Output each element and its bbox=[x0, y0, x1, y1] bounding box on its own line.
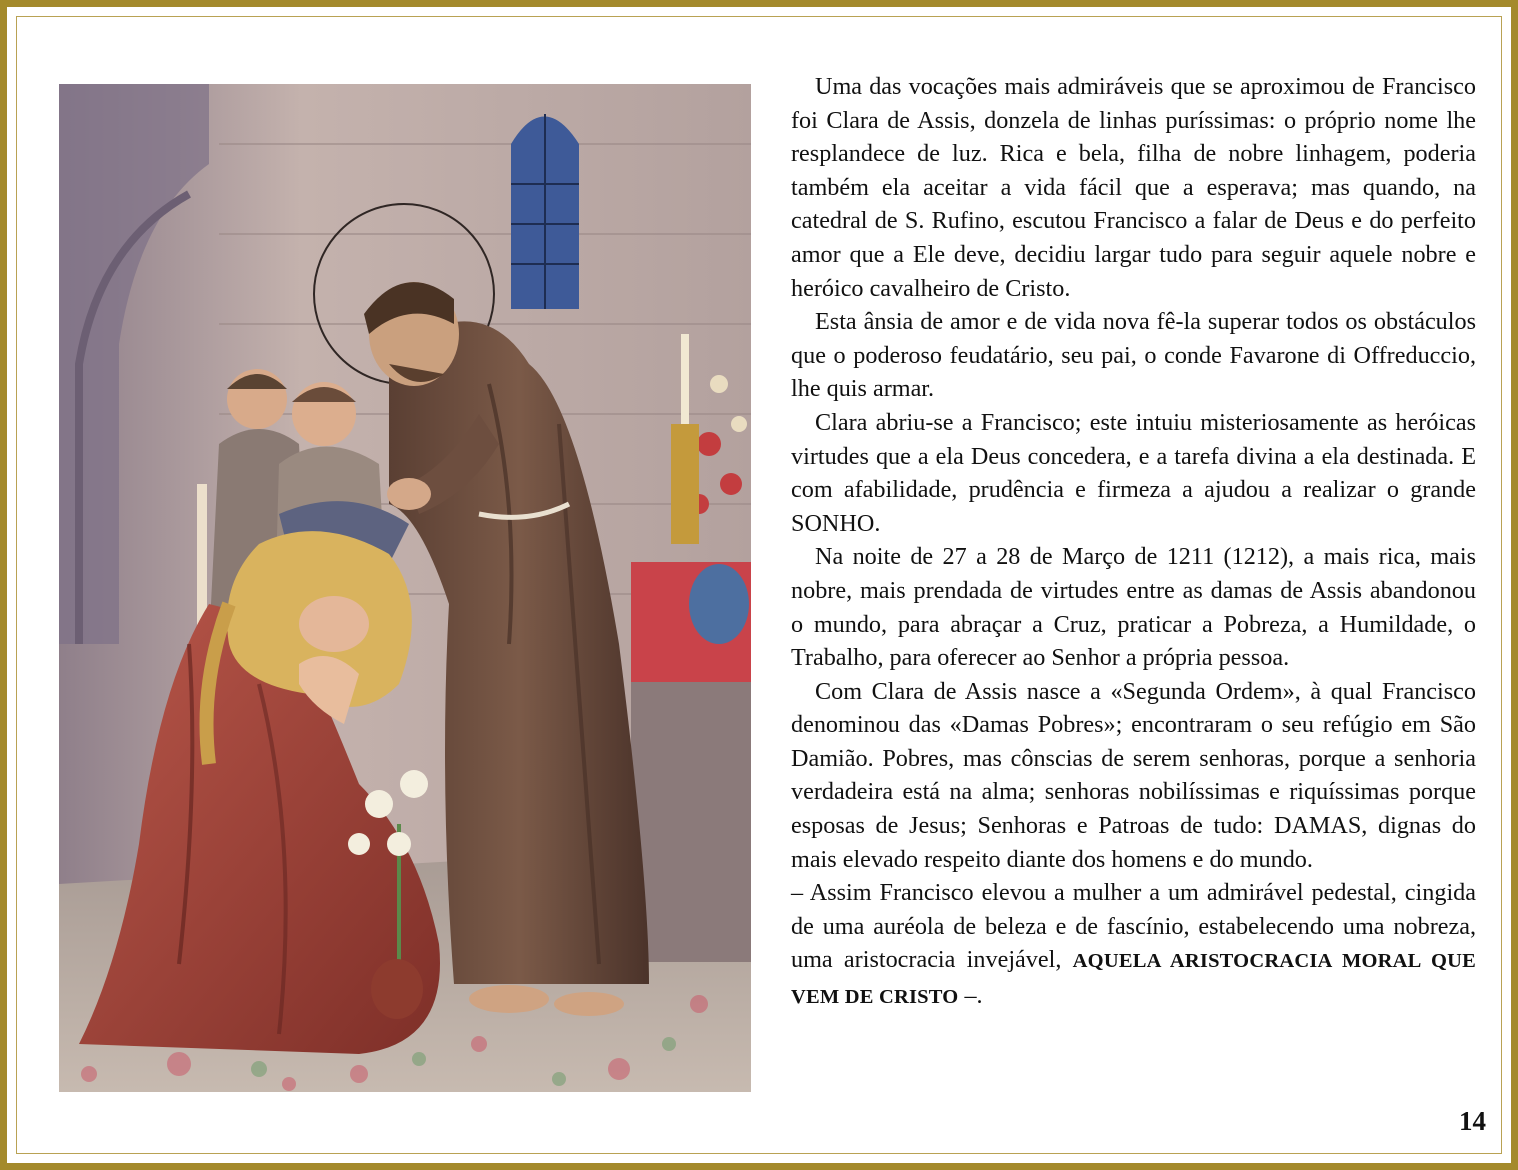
paragraph-2: Esta ânsia de amor e de vida nova fê-la superar todos os obstáculos que o poderoso feudatário, seu pai, o conde Favarone di Offreduccio, lhe quis armar. bbox=[791, 308, 1476, 403]
paragraph-3: Clara abriu-se a Francisco; este intuiu misteriosamente as heróicas virtudes que a ela Deus concedera, e a tarefa divina a ela destinada. E com afabilidade, prudência e firmeza a ajudou a realizar o grande SONHO. bbox=[791, 408, 1476, 537]
paragraph-final bbox=[791, 876, 1476, 1014]
article-text bbox=[791, 70, 1476, 1015]
paragraph-5: Com Clara de Assis nasce a «Segunda Ordem», à qual Francisco denominou das «Damas Pobres»; encontraram o seu refúgio em São Damião. Pobres, mas cônscias de serem senhoras, porque a senhoria verdadeira está na alma; senhoras nobilíssimas e riquíssimas porque esposas de Jesus; Senhoras e Patroas de tudo: DAMAS, dignas do mais elevado respeito diante dos homens e do mundo. bbox=[791, 677, 1476, 873]
saint-francis-clare-painting-icon bbox=[59, 84, 751, 1092]
final-lead: – Assim Francisco elevou a mulher a um admirável pedestal, cingida de uma auréola de beleza e de fascínio, estabelecendo uma nobreza, uma aristocracia invejável, bbox=[791, 879, 1476, 974]
final-emphasis: AQUELA ARISTOCRACIA MORAL QUE VEM DE CRISTO bbox=[791, 950, 1476, 1009]
paragraph-4: Na noite de 27 a 28 de Março de 1211 (1212), a mais rica, mais nobre, mais prendada de virtudes entre as damas de Assis abandonou o mundo, para abraçar a Cruz, praticar a Pobreza, a Humildade, o Trabalho, para oferecer ao Senhor a própria pessoa. bbox=[791, 543, 1476, 672]
page-number: 14 bbox=[1459, 1106, 1486, 1136]
paragraph-1: Uma das vocações mais admiráveis que se aproximou de Francisco foi Clara de Assis, donzela de linhas puríssimas: o próprio nome lhe resplandece de luz. Rica e bela, filha de nobre linhagem, poderia também ela aceitar a vida fácil que a esperava; mas quando, na catedral de S. Rufino, escutou Francisco a falar de Deus e do perfeito amor que a Ele deve, decidiu largar tudo para seguir aquele nobre e heróico cavalheiro de Cristo. bbox=[791, 73, 1476, 302]
final-tail: –. bbox=[958, 982, 983, 1010]
illustration bbox=[59, 84, 751, 1092]
